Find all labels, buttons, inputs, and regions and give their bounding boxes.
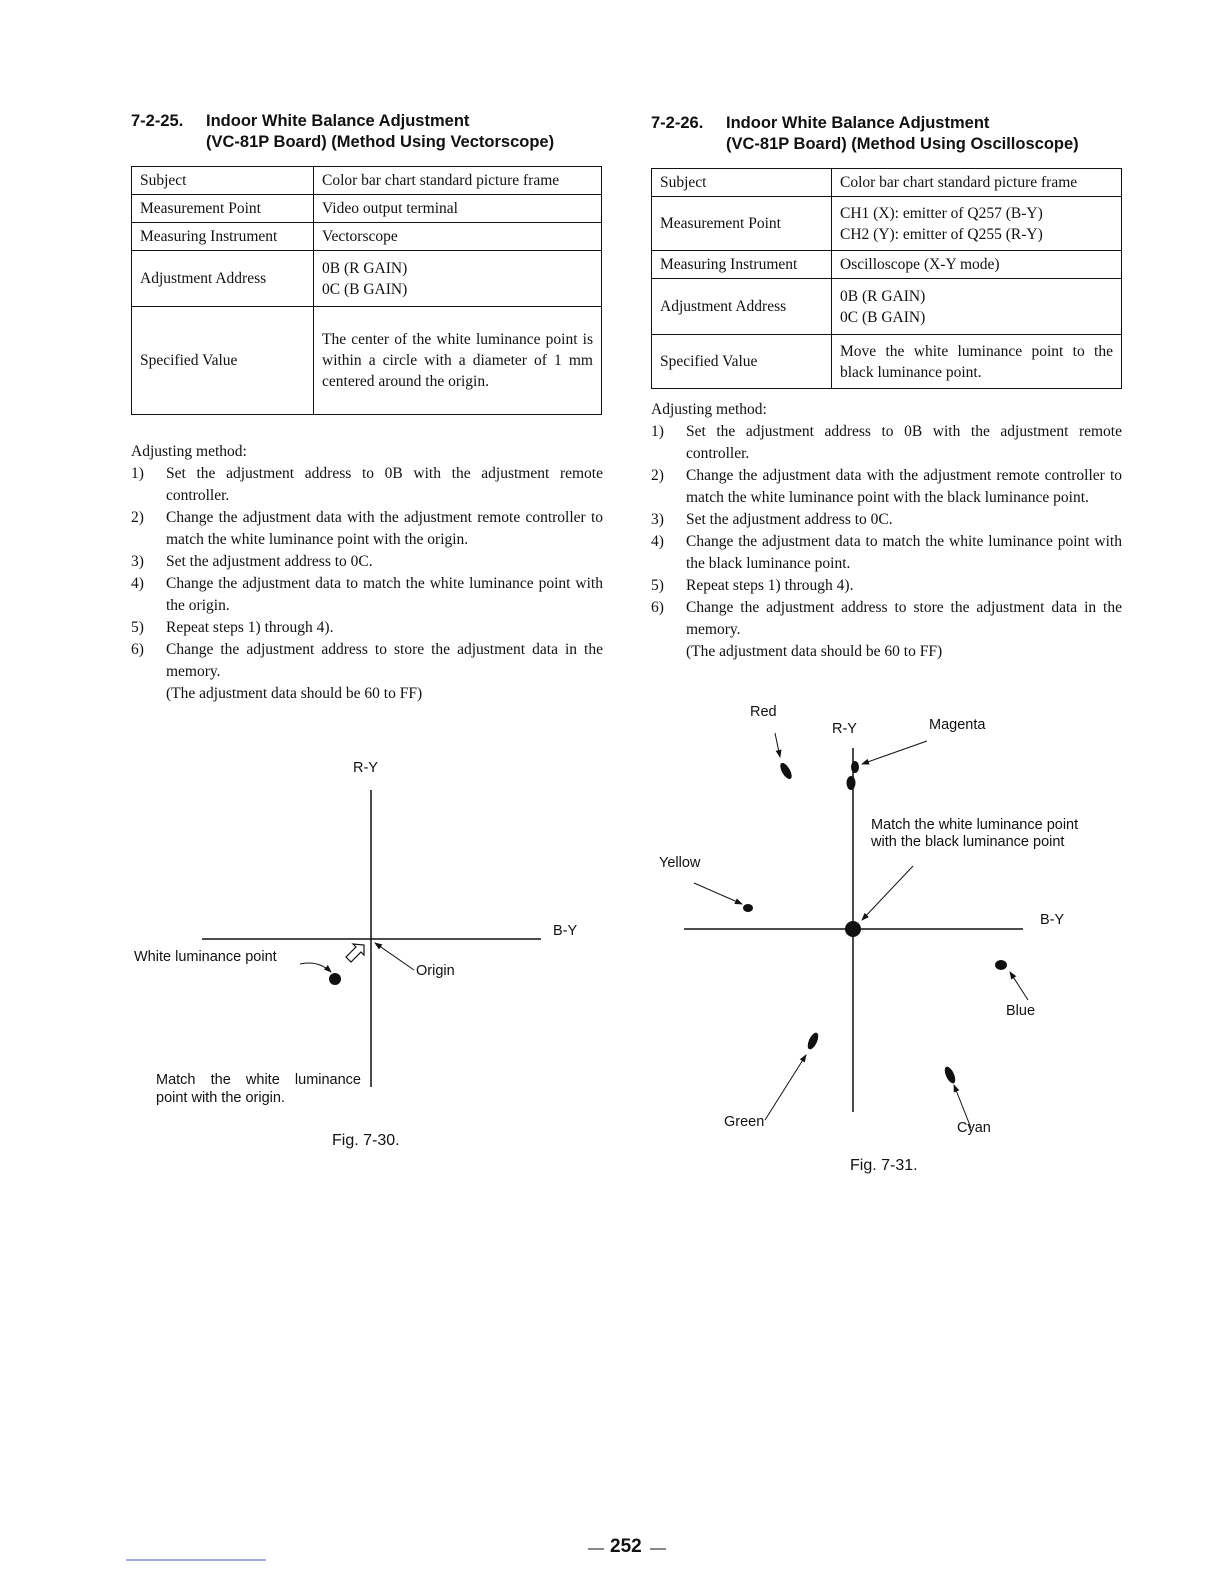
step-number: 1) <box>131 465 144 482</box>
row-label: Specified Value <box>652 335 832 389</box>
magenta-label: Magenta <box>929 717 986 733</box>
row-label: Adjustment Address <box>652 279 832 335</box>
origin-label: Origin <box>416 963 455 979</box>
value-line: 0C (B GAIN) <box>322 280 408 298</box>
white-luminance-dot <box>329 973 341 985</box>
row-value: Vectorscope <box>314 223 602 251</box>
step-number: 6) <box>651 599 664 616</box>
cyan-label: Cyan <box>957 1120 991 1136</box>
method-heading: Adjusting method: <box>131 443 247 460</box>
step-text: Repeat steps 1) through 4). <box>686 577 854 594</box>
step-text: Change the adjustment address to store the adjustment data in the memory. <box>686 599 1122 638</box>
row-label: Subject <box>652 169 832 197</box>
yellow-blob <box>743 904 753 912</box>
green-arrow <box>765 1055 806 1120</box>
yellow-label: Yellow <box>659 855 701 871</box>
step-text: Repeat steps 1) through 4). <box>166 619 334 636</box>
by-label: B-Y <box>553 923 578 939</box>
ry-label: R-Y <box>832 721 857 737</box>
value-line: 0B (R GAIN) <box>322 259 408 277</box>
cyan-blob <box>943 1065 958 1085</box>
step-text: Set the adjustment address to 0C. <box>686 511 893 528</box>
step-number: 3) <box>131 553 144 570</box>
title-line1: Indoor White Balance Adjustment <box>206 112 470 130</box>
match-label: Match the white luminance point <box>871 817 1079 833</box>
step-number: 5) <box>131 619 144 636</box>
value-line: CH2 (Y): emitter of Q255 (R-Y) <box>840 225 1043 243</box>
green-blob <box>806 1031 821 1051</box>
step-number: 3) <box>651 511 664 528</box>
step-number: 4) <box>651 533 664 550</box>
value-line: 0C (B GAIN) <box>840 308 926 326</box>
step-number: 2) <box>131 509 144 526</box>
step-number: 6) <box>131 641 144 658</box>
yellow-arrow <box>694 883 742 904</box>
row-label: Measurement Point <box>132 195 314 223</box>
step-text: Change the adjustment data with the adjustment remote controller to match the white luminance point with the black luminance point. <box>686 467 1122 506</box>
white-point-arrow <box>300 963 331 972</box>
section-number: 7-2-25. <box>131 112 184 130</box>
step-number: 4) <box>131 575 144 592</box>
step-text: Change the adjustment data to match the white luminance point with the black luminance point. <box>686 533 1122 572</box>
step-text: Change the adjustment address to store the adjustment data in the memory. <box>166 641 603 680</box>
blue-arrow <box>1010 972 1028 1000</box>
row-value: Video output terminal <box>314 195 602 223</box>
title-line2: (VC-81P Board) (Method Using Vectorscope) <box>206 133 555 151</box>
row-value: Color bar chart standard picture frame <box>832 169 1122 197</box>
match-label: Match the white luminance point with the origin. <box>156 1072 361 1106</box>
note: (The adjustment data should be 60 to FF) <box>686 643 943 660</box>
match-label: with the black luminance point <box>871 834 1065 850</box>
section-number: 7-2-26. <box>651 114 704 132</box>
row-value: The center of the white luminance point is within a circle with a diameter of 1 mm centered around the origin. <box>314 307 602 415</box>
row-value: Color bar chart standard picture frame <box>314 167 602 195</box>
red-blob <box>778 761 794 781</box>
magenta-blob <box>847 776 856 790</box>
magenta-arrow <box>862 741 927 764</box>
step-text: Set the adjustment address to 0B with the adjustment remote controller. <box>686 423 1122 462</box>
row-label: Subject <box>132 167 314 195</box>
title-line2: (VC-81P Board) (Method Using Oscilloscope) <box>726 135 1079 153</box>
title-line1: Indoor White Balance Adjustment <box>726 114 990 132</box>
hollow-arrow-icon <box>346 944 364 962</box>
note: (The adjustment data should be 60 to FF) <box>166 685 423 702</box>
step-number: 1) <box>651 423 664 440</box>
match-arrow <box>862 866 913 920</box>
white-point-label: White luminance point <box>134 949 277 965</box>
origin-arrow <box>375 943 414 970</box>
value-line: CH1 (X): emitter of Q257 (B-Y) <box>840 204 1043 222</box>
row-label: Measurement Point <box>652 197 832 251</box>
blue-label: Blue <box>1006 1003 1036 1019</box>
figure-caption: Fig. 7-31. <box>850 1157 918 1174</box>
by-label: B-Y <box>1040 912 1065 928</box>
step-text: Set the adjustment address to 0C. <box>166 553 373 570</box>
figure-caption: Fig. 7-30. <box>332 1132 400 1149</box>
step-text: Change the adjustment data with the adjustment remote controller to match the white luminance point with the origin. <box>166 509 603 548</box>
red-label: Red <box>750 704 777 720</box>
green-label: Green <box>724 1114 765 1130</box>
page-number: 252 <box>610 1536 642 1557</box>
step-text: Set the adjustment address to 0B with the adjustment remote controller. <box>166 465 603 504</box>
ry-label: R-Y <box>353 760 378 776</box>
row-label: Measuring Instrument <box>132 223 314 251</box>
row-label: Specified Value <box>132 307 314 415</box>
step-text: Change the adjustment data to match the white luminance point with the origin. <box>166 575 603 614</box>
red-arrow <box>775 733 780 757</box>
step-number: 2) <box>651 467 664 484</box>
row-value: Move the white luminance point to the black luminance point. <box>832 335 1122 389</box>
step-number: 5) <box>651 577 664 594</box>
row-label: Measuring Instrument <box>652 251 832 279</box>
row-value: Oscilloscope (X-Y mode) <box>832 251 1122 279</box>
value-line: 0B (R GAIN) <box>840 287 926 305</box>
magenta-blob <box>851 761 859 773</box>
black-luminance-dot <box>845 921 861 937</box>
method-heading: Adjusting method: <box>651 401 767 418</box>
row-label: Adjustment Address <box>132 251 314 307</box>
blue-blob <box>995 960 1007 970</box>
